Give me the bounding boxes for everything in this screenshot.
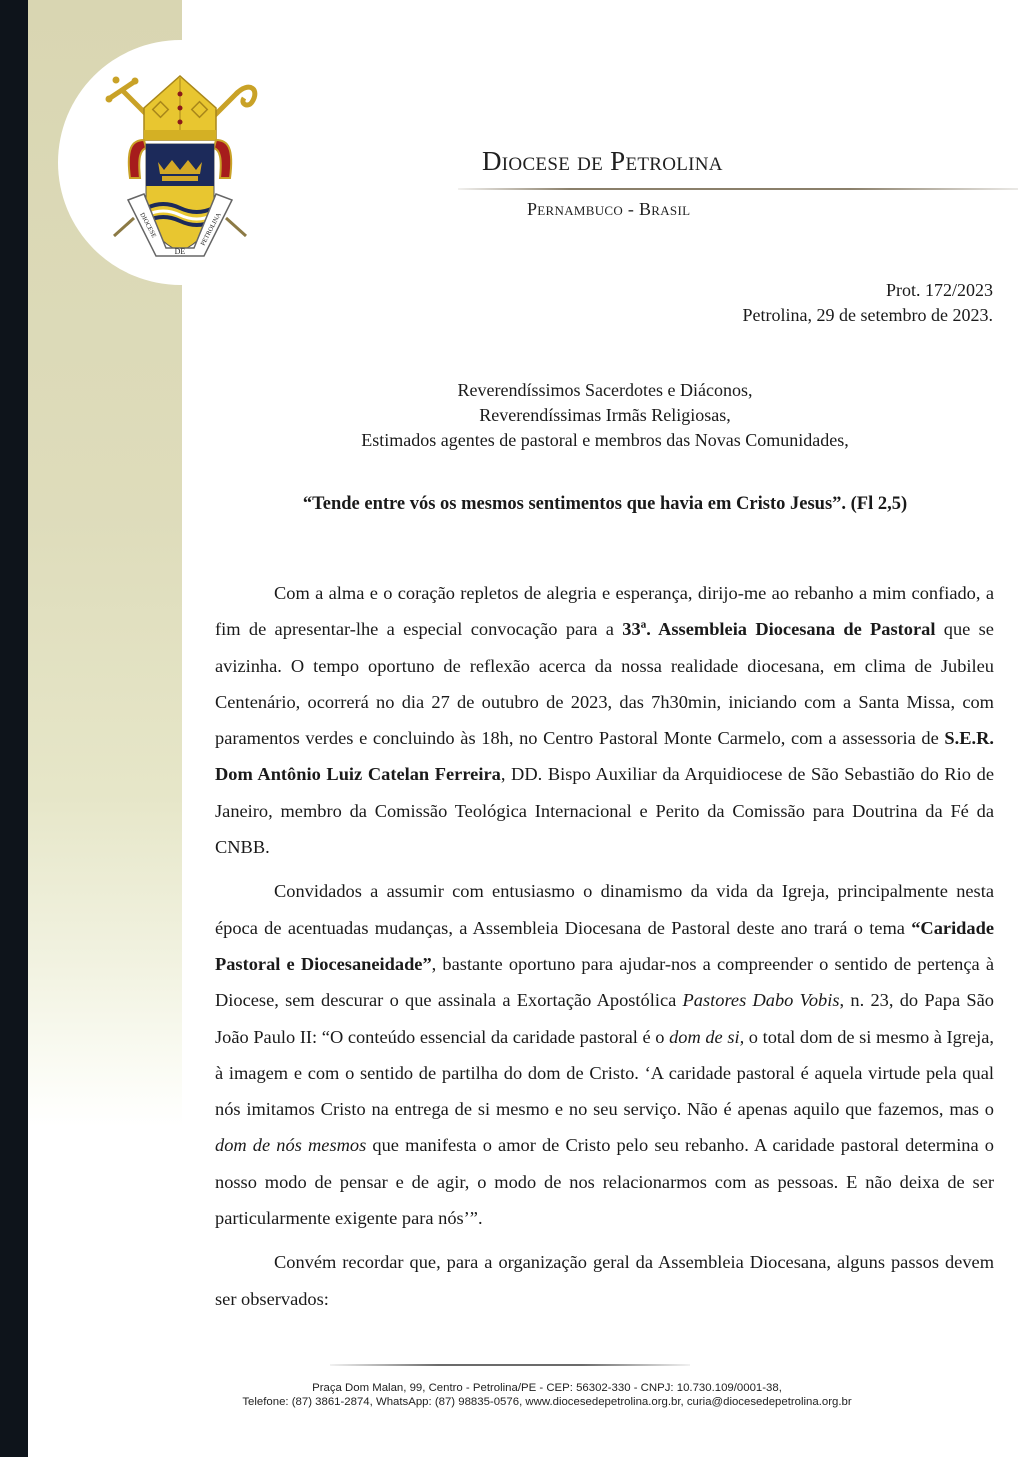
text-run: Com a alma e o coração repletos de alegria e esperança, dirijo-me ao rebanho a mim confiado, a fim de apresentar-lhe a especial convocação para a [215,583,994,640]
svg-text:DE: DE [174,247,186,256]
assembly-theme: “Caridade Pastoral e Diocesaneidade” [215,917,994,974]
footer-contacts: Telefone: (87) 3861-2874, WhatsApp: (87) 98835-0576, www.diocesedepetrolina.org.br, curia@diocesedepetrolina.org.br [242,1396,852,1408]
assembly-name: 33ª. Assembleia Diocesana de Pastoral [622,619,936,640]
letter-body [215,575,994,1325]
diocese-title: Diocese de Petrolina [482,146,723,176]
svg-text:PETROLINA: PETROLINA [199,211,223,247]
text-run: , DD. Bispo Auxiliar da Arquidiocese de São Sebastião do Rio de Janeiro, membro da Comissão Teológica Internacional e Perito da Comissão para Doutrina da Fé da CNBB. [215,764,994,858]
place-date: Petrolina, 29 de setembro de 2023. [742,305,993,325]
footer-address: Praça Dom Malan, 99, Centro - Petrolina/PE - CEP: 56302-330 - CNPJ: 10.730.109/0001-38, [312,1382,782,1394]
salutation-block [215,378,995,453]
protocol-block [743,278,993,328]
text-run: Convidados a assumir com entusiasmo o dinamismo da vida da Igreja, principalmente nesta época de acentuadas mudanças, a Assembleia Diocesana de Pastoral deste ano trará o tema [215,881,994,938]
paragraph-theme [215,873,994,1236]
advisor-name: S.E.R. Dom Antônio Luiz Catelan Ferreira [215,728,994,785]
document-title: Pastores Dabo Vobis [682,990,840,1011]
footer-contact [182,1381,912,1409]
salutation-line: Estimados agentes de pastoral e membros das Novas Comunidades, [361,430,849,450]
epigraph-quote: “Tende entre vós os mesmos sentimentos que havia em Cristo Jesus”. (Fl 2,5) [302,494,908,514]
header-divider [458,188,1018,190]
mitre-icon [144,76,216,140]
text-run: , n. 23, do Papa São João Paulo II: “O conteúdo essencial da caridade pastoral é o [215,990,994,1047]
text-run: que manifesta o amor de Cristo pelo seu rebanho. A caridade pastoral determina o nosso modo de pensar e de agir, o modo de nos relacionarmos com as pessoas. E não deixa de ser particularmente exigente para nós’”. [215,1135,994,1229]
text-run: , bastante oportuno para ajudar-nos a compreender o sentido de pertença à Diocese, sem descurar o que assinala a Exortação Apostólica [215,953,994,1011]
salutation-line: Reverendíssimas Irmãs Religiosas, [479,405,731,425]
text-run: o total dom de si mesmo à Igreja, à imagem e com o sentido de partilha do dom de Cristo. ‘A caridade pastoral é aquela virtude pela qual nós imitamos Cristo na entrega de si mesmo e no seu serviço. Não é apenas aquilo que fazemos, mas o [215,1026,994,1120]
footer-divider [330,1364,690,1366]
svg-text:DIOCESE: DIOCESE [138,211,158,240]
diocese-coat-of-arms-logo [100,68,260,260]
paragraph-steps: Convém recordar que, para a organização geral da Assembleia Diocesana, alguns passos devem ser observados: [215,1252,994,1309]
diocese-location: Pernambuco - Brasil [527,199,691,219]
salutation-line: Reverendíssimos Sacerdotes e Diáconos, [457,380,753,400]
protocol-number: Prot. 172/2023 [885,280,993,300]
dark-page-edge [0,0,28,1457]
paragraph-convocation [215,575,994,865]
emphasis: dom de si, [669,1026,745,1047]
text-run: que se avizinha. O tempo oportuno de reflexão acerca da nossa realidade diocesana, em clima de Jubileu Centenário, ocorrerá no dia 27 de outubro de 2023, das 7h30min, iniciando com a Santa Missa, com paramentos verdes e concluindo às 18h, no Centro Pastoral Monte Carmelo, com a assessoria de [215,619,994,749]
emphasis: dom de nós mesmos [215,1135,367,1156]
